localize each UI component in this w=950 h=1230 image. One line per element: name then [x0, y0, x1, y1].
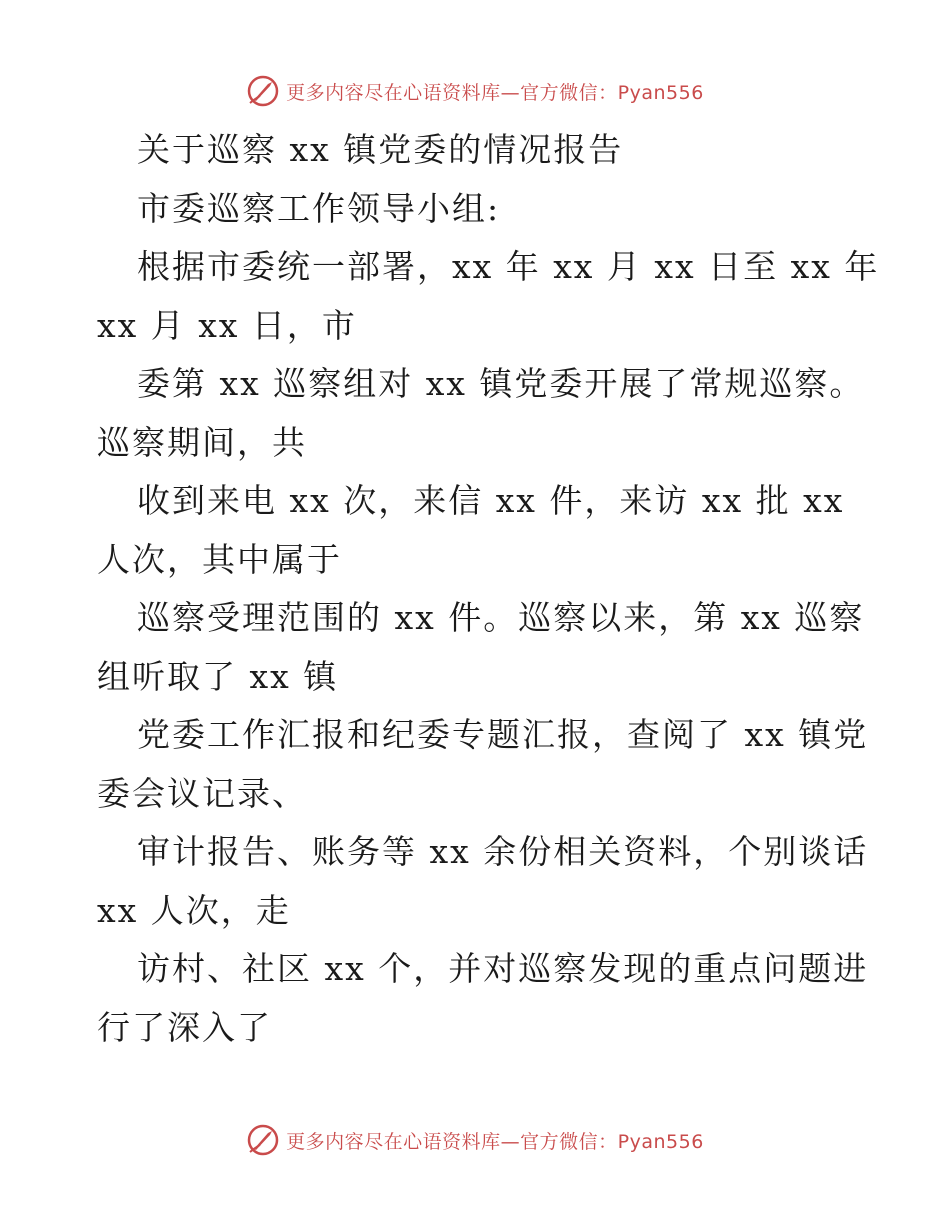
text-line: xx 月 xx 日，市 [97, 305, 357, 345]
text-line: 委会议记录、 [97, 773, 307, 813]
text-line: xx 人次，走 [97, 890, 291, 930]
text-line: 巡察受理范围的 xx 件。巡察以来，第 xx 巡察 [137, 598, 865, 637]
text-line: 审计报告、账务等 xx 余份相关资料，个别谈话 [137, 832, 869, 871]
watermark-text: 更多内容尽在心语资料库—官方微信：Pyan556 [286, 81, 704, 104]
text-line: 行了深入了 [97, 1007, 272, 1047]
footer-watermark [0, 1120, 950, 1160]
quill-logo-icon [246, 74, 280, 108]
watermark-text: 更多内容尽在心语资料库—官方微信：Pyan556 [286, 1130, 704, 1153]
text-line: 委第 xx 巡察组对 xx 镇党委开展了常规巡察。 [137, 364, 865, 403]
header-watermark [0, 71, 950, 111]
document-body [97, 121, 880, 1057]
text-line: 关于巡察 xx 镇党委的情况报告 [137, 130, 624, 169]
text-line: 党委工作汇报和纪委专题汇报，查阅了 xx 镇党 [137, 715, 869, 754]
text-line: 巡察期间，共 [97, 422, 307, 462]
quill-logo-icon [246, 1123, 280, 1157]
text-line: 人次，其中属于 [97, 539, 342, 579]
text-line: 市委巡察工作领导小组: [137, 188, 501, 228]
text-line: 收到来电 xx 次，来信 xx 件，来访 xx 批 xx [137, 481, 845, 520]
text-line: 组听取了 xx 镇 [97, 656, 339, 696]
text-line: 根据市委统一部署，xx 年 xx 月 xx 日至 xx 年 [137, 247, 880, 286]
text-line: 访村、社区 xx 个，并对巡察发现的重点问题进 [137, 949, 869, 988]
